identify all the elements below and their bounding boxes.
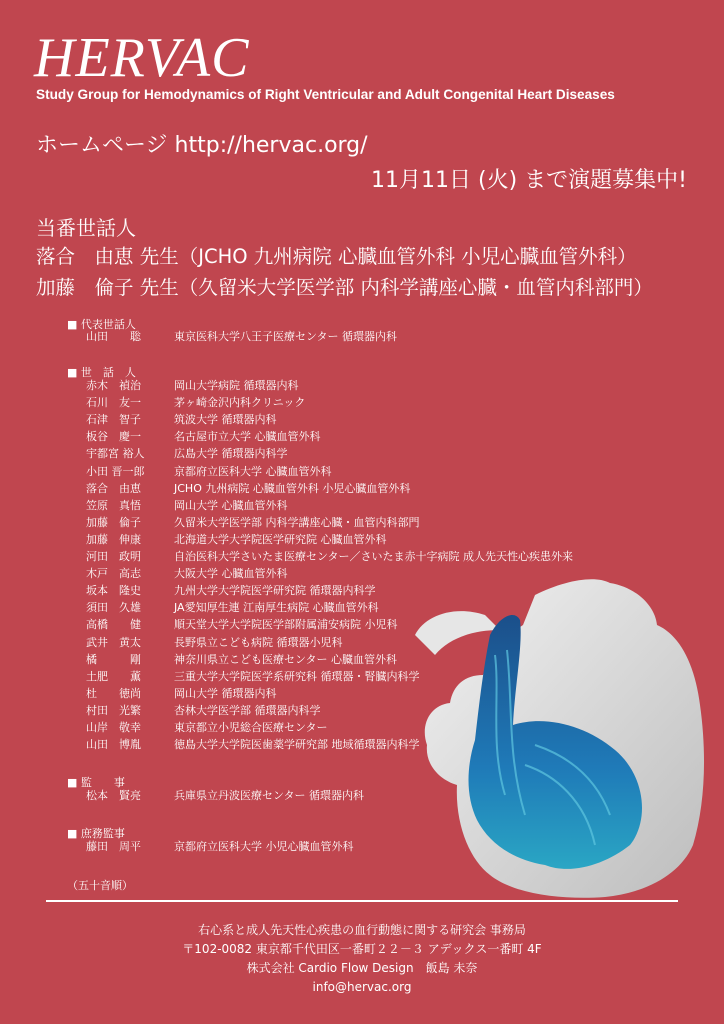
member-affiliation: 名古屋市立大学 心臓血管外科 [174,430,321,444]
member-row [86,515,420,531]
member-row [86,686,277,702]
member-affiliation: 神奈川県立こども医療センター 心臓血管外科 [174,652,398,666]
member-name: 石川 友一 [86,396,141,410]
member-affiliation: 筑波大学 循環器内科 [174,413,277,427]
member-row [86,429,321,445]
member-row [86,703,321,719]
member-name: 松本 賢亮 [86,789,141,802]
member-name: 宇都宮 裕人 [86,447,145,461]
member-name: 加藤 倫子 [86,515,141,529]
member-row [86,378,299,394]
heart-flow-illustration [395,575,724,900]
member-row [86,498,288,514]
member-affiliation: 久留米大学医学部 内科学講座心臓・血管内科部門 [174,515,420,529]
member-row [86,669,420,685]
member-name: 坂本 隆史 [86,584,141,598]
member-affiliation: 東京医科大学八王子医療センター 循環器内科 [174,330,398,343]
member-affiliation: 杏林大学医学部 循環器内科学 [174,703,321,717]
hervac-logo: HERVAC [34,27,250,89]
member-row [86,481,410,497]
member-affiliation: 九州大学大学院医学研究院 循環器内科学 [174,584,376,598]
member-row [86,737,420,753]
host-line-1: 落合 由恵 先生（JCHO 九州病院 心臓血管外科 小児心臓血管外科） [36,245,637,268]
member-affiliation: 茅ヶ崎金沢内科クリニック [174,396,306,410]
footer-divider [46,900,678,902]
member-row [86,446,288,462]
member-affiliation: 京都府立医科大学 心臓血管外科 [174,464,332,478]
member-row [86,532,387,548]
member-name: 村田 光繁 [86,703,141,717]
contact-email[interactable]: info@hervac.org [312,980,412,994]
member-row [86,583,376,599]
member-row [86,617,398,633]
member-row [86,635,343,651]
aortic-arch [415,611,500,655]
member-name: 須田 久雄 [86,601,141,615]
member-affiliation: 広島大学 循環器内科学 [174,447,288,461]
member-affiliation: JCHO 九州病院 心臓血管外科 小児心臓血管外科 [174,481,411,495]
member-row [86,329,397,345]
member-name: 藤田 周平 [86,840,141,853]
member-affiliation: 兵庫県立丹波医療センター 循環器内科 [174,789,365,802]
member-name: 杜 徳尚 [86,686,141,700]
member-row [86,464,332,480]
secretary-heading: ■ 庶務監事 [67,827,125,840]
member-affiliation: 三重大学大学院医学系研究科 循環器・腎臓内科学 [174,669,420,683]
organizers-heading: ■ 世 話 人 [67,366,136,379]
member-row [86,720,328,736]
member-name: 小田 晋一郎 [86,464,145,478]
order-note: （五十音順） [67,879,133,892]
representative-heading: ■ 代表世話人 [67,318,136,331]
member-row [86,549,573,565]
member-row [86,412,277,428]
member-affiliation: JA愛知厚生連 江南厚生病院 心臓血管外科 [174,601,379,615]
member-name: 石津 智子 [86,413,141,427]
member-row [86,566,288,582]
member-row [86,600,379,616]
member-affiliation: 北海道大学大学院医学研究院 心臓血管外科 [174,532,387,546]
member-affiliation: 自治医科大学さいたま医療センター／さいたま赤十字病院 成人先天性心疾患外来 [174,550,574,563]
member-affiliation: 岡山大学病院 循環器内科 [174,379,299,392]
member-name: 土肥 薫 [86,669,141,683]
member-row [86,788,364,804]
member-affiliation: 岡山大学 循環器内科 [174,686,277,700]
member-name: 山岸 敬幸 [86,721,141,734]
member-name: 赤木 禎治 [86,379,141,392]
member-name: 笠原 真悟 [86,498,141,512]
member-name: 河田 政明 [86,550,141,563]
member-row [86,652,397,668]
abstract-deadline: 11月11日 (火) まで演題募集中! [371,168,687,193]
member-affiliation: 順天堂大学大学院医学部附属浦安病院 小児科 [174,618,398,632]
member-name: 木戸 高志 [86,567,141,581]
secretariat-address: 〒102-0082 東京都千代田区一番町２２－３ アデックス一番町 4F [182,942,542,956]
member-affiliation: 徳島大学大学院医歯薬学研究部 地域循環器内科学 [174,738,420,752]
homepage-link[interactable]: ホームページ http://hervac.org/ [36,133,368,158]
member-name: 板谷 慶一 [86,430,141,444]
member-name: 山田 博胤 [86,738,141,752]
auditor-heading: ■ 監 事 [67,776,125,789]
member-name: 落合 由恵 [86,481,141,495]
member-affiliation: 大阪大学 心臓血管外科 [174,567,288,581]
member-affiliation: 岡山大学 心臓血管外科 [174,498,288,512]
secretariat-company: 株式会社 Cardio Flow Design 飯島 未奈 [246,961,478,975]
member-name: 山田 聡 [86,330,141,343]
host-line-2: 加藤 倫子 先生（久留米大学医学部 内科学講座心臓・血管内科部門） [36,276,653,299]
member-affiliation: 長野県立こども病院 循環器小児科 [174,635,343,649]
member-affiliation: 京都府立医科大学 小児心臓血管外科 [174,840,354,853]
member-name: 加藤 伸康 [86,532,141,546]
secretariat-name: 右心系と成人先天性心疾患の血行動態に関する研究会 事務局 [198,923,526,937]
group-subtitle: Study Group for Hemodynamics of Right Ventricular and Adult Congenital Heart Diseases [36,87,615,102]
host-label: 当番世話人 [36,216,136,240]
member-name: 高橋 健 [86,618,141,632]
member-row [86,395,305,411]
member-name: 橘 剛 [86,652,141,666]
member-row [86,839,354,855]
member-affiliation: 東京都立小児総合医療センター [174,721,328,734]
member-name: 武井 黄太 [86,635,141,649]
